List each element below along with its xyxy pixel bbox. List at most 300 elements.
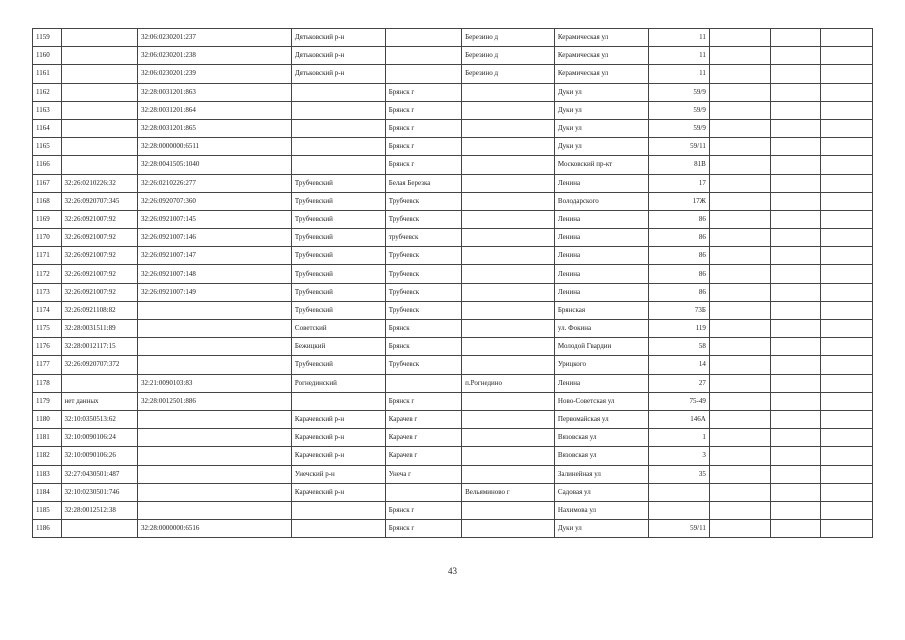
cell-street: Керамическая ул <box>554 47 648 65</box>
cell-settlement: Брянск г <box>385 138 461 156</box>
cell-house-number: 11 <box>648 65 709 83</box>
cell-old-cadastral-number <box>61 101 137 119</box>
cell-extra-col-1 <box>709 156 770 174</box>
cell-extra-col-2 <box>771 265 821 283</box>
cell-house-number: 119 <box>648 320 709 338</box>
cell-extra-col-2 <box>771 210 821 228</box>
cell-house-number <box>648 483 709 501</box>
cell-row-number: 1163 <box>33 101 62 119</box>
cell-row-number: 1168 <box>33 192 62 210</box>
cell-house-number: 35 <box>648 465 709 483</box>
table-row <box>33 356 873 374</box>
cell-house-number: 59/11 <box>648 138 709 156</box>
cell-cadastral-number: 32:21:0090103:83 <box>137 374 291 392</box>
cell-extra-col-2 <box>771 119 821 137</box>
cell-extra-col-3 <box>820 320 872 338</box>
cell-extra-col-3 <box>820 410 872 428</box>
cell-cadastral-number: 32:06:0230201:239 <box>137 65 291 83</box>
cell-house-number: 11 <box>648 47 709 65</box>
table-row <box>33 174 873 192</box>
cell-district: Карачевский р-н <box>291 429 385 447</box>
cell-extra-col-3 <box>820 392 872 410</box>
cell-row-number: 1175 <box>33 320 62 338</box>
cell-extra-col-1 <box>709 338 770 356</box>
cell-cadastral-number <box>137 447 291 465</box>
registry-table-body <box>33 29 873 538</box>
cell-cadastral-number: 32:06:0230201:238 <box>137 47 291 65</box>
cell-settlement: Трубчевск <box>385 356 461 374</box>
table-row <box>33 447 873 465</box>
cell-village <box>462 356 555 374</box>
table-row <box>33 410 873 428</box>
cell-old-cadastral-number: 32:26:0921007:92 <box>61 265 137 283</box>
table-row <box>33 429 873 447</box>
cell-extra-col-2 <box>771 101 821 119</box>
cell-extra-col-3 <box>820 301 872 319</box>
cell-street: Володарского <box>554 192 648 210</box>
table-row <box>33 101 873 119</box>
cell-old-cadastral-number: 32:26:0921007:92 <box>61 283 137 301</box>
table-row <box>33 320 873 338</box>
cell-house-number: 86 <box>648 283 709 301</box>
cell-cadastral-number <box>137 301 291 319</box>
cell-street: Урицкого <box>554 356 648 374</box>
cell-extra-col-1 <box>709 247 770 265</box>
cell-cadastral-number: 32:06:0230201:237 <box>137 29 291 47</box>
cell-district <box>291 119 385 137</box>
cell-district: Трубчевский <box>291 174 385 192</box>
cell-village <box>462 447 555 465</box>
cell-village <box>462 392 555 410</box>
cell-extra-col-1 <box>709 229 770 247</box>
cell-street: Брянская <box>554 301 648 319</box>
cell-village <box>462 520 555 538</box>
cell-cadastral-number <box>137 338 291 356</box>
cell-street: Ленина <box>554 210 648 228</box>
cell-street: Залинейная ул <box>554 465 648 483</box>
cell-extra-col-3 <box>820 501 872 519</box>
cell-extra-col-1 <box>709 83 770 101</box>
cell-street: Керамическая ул <box>554 65 648 83</box>
cell-district <box>291 138 385 156</box>
cell-extra-col-1 <box>709 301 770 319</box>
cell-cadastral-number: 32:26:0920707:360 <box>137 192 291 210</box>
cell-old-cadastral-number <box>61 83 137 101</box>
cell-extra-col-2 <box>771 501 821 519</box>
cell-settlement: Брянск <box>385 320 461 338</box>
cell-row-number: 1159 <box>33 29 62 47</box>
cell-street: Ленина <box>554 229 648 247</box>
cell-row-number: 1171 <box>33 247 62 265</box>
cell-settlement: Брянск г <box>385 156 461 174</box>
cell-settlement <box>385 483 461 501</box>
cell-extra-col-3 <box>820 101 872 119</box>
cell-district: Трубчевский <box>291 283 385 301</box>
cell-house-number: 59/9 <box>648 101 709 119</box>
cell-cadastral-number <box>137 465 291 483</box>
cell-old-cadastral-number: 32:26:0921007:92 <box>61 210 137 228</box>
cell-row-number: 1164 <box>33 119 62 137</box>
cell-extra-col-1 <box>709 465 770 483</box>
table-row <box>33 156 873 174</box>
cell-settlement: Белая Березка <box>385 174 461 192</box>
cell-cadastral-number <box>137 356 291 374</box>
cell-cadastral-number <box>137 483 291 501</box>
cell-extra-col-2 <box>771 374 821 392</box>
cell-old-cadastral-number <box>61 156 137 174</box>
cell-village <box>462 229 555 247</box>
cell-old-cadastral-number: 32:26:0921108:82 <box>61 301 137 319</box>
table-row <box>33 229 873 247</box>
cell-old-cadastral-number: 32:27:0430501:487 <box>61 465 137 483</box>
cell-row-number: 1170 <box>33 229 62 247</box>
cell-old-cadastral-number: 32:26:0921007:92 <box>61 247 137 265</box>
table-row <box>33 483 873 501</box>
cell-extra-col-3 <box>820 29 872 47</box>
cell-extra-col-2 <box>771 410 821 428</box>
cell-row-number: 1178 <box>33 374 62 392</box>
cell-house-number: 59/11 <box>648 520 709 538</box>
cell-district: Трубчевский <box>291 192 385 210</box>
cell-extra-col-3 <box>820 338 872 356</box>
cell-row-number: 1185 <box>33 501 62 519</box>
cell-district: Карачевский р-н <box>291 483 385 501</box>
cell-street: Ленина <box>554 265 648 283</box>
cell-village: Вельяминово г <box>462 483 555 501</box>
cell-old-cadastral-number <box>61 374 137 392</box>
cell-extra-col-2 <box>771 47 821 65</box>
cell-cadastral-number: 32:26:0921007:147 <box>137 247 291 265</box>
cell-house-number: 86 <box>648 210 709 228</box>
cell-old-cadastral-number <box>61 520 137 538</box>
cell-street: Дуки ул <box>554 101 648 119</box>
cell-cadastral-number <box>137 501 291 519</box>
cell-street: Дуки ул <box>554 119 648 137</box>
cell-settlement: Унеча г <box>385 465 461 483</box>
cell-extra-col-2 <box>771 247 821 265</box>
cell-extra-col-2 <box>771 301 821 319</box>
cell-settlement: трубчевск <box>385 229 461 247</box>
cell-street: ул. Фокина <box>554 320 648 338</box>
cell-cadastral-number: 32:26:0921007:146 <box>137 229 291 247</box>
cell-village <box>462 338 555 356</box>
cell-extra-col-1 <box>709 410 770 428</box>
cell-row-number: 1165 <box>33 138 62 156</box>
cell-street: Вязовская ул <box>554 447 648 465</box>
cell-row-number: 1174 <box>33 301 62 319</box>
cell-extra-col-1 <box>709 192 770 210</box>
cell-settlement <box>385 29 461 47</box>
cell-extra-col-1 <box>709 520 770 538</box>
cell-district: Бежицкий <box>291 338 385 356</box>
cell-cadastral-number <box>137 410 291 428</box>
cell-extra-col-2 <box>771 192 821 210</box>
cell-extra-col-1 <box>709 483 770 501</box>
table-row <box>33 301 873 319</box>
cell-extra-col-2 <box>771 156 821 174</box>
cell-extra-col-3 <box>820 520 872 538</box>
cell-cadastral-number: 32:28:0000000:6511 <box>137 138 291 156</box>
cell-old-cadastral-number: 32:26:0210226:32 <box>61 174 137 192</box>
cell-extra-col-3 <box>820 483 872 501</box>
cell-extra-col-1 <box>709 29 770 47</box>
cell-village <box>462 265 555 283</box>
cell-house-number: 58 <box>648 338 709 356</box>
cell-district: Трубчевский <box>291 301 385 319</box>
cell-row-number: 1179 <box>33 392 62 410</box>
cell-row-number: 1186 <box>33 520 62 538</box>
cell-extra-col-1 <box>709 356 770 374</box>
cell-extra-col-3 <box>820 229 872 247</box>
cell-extra-col-1 <box>709 283 770 301</box>
cell-village: п.Рогнедино <box>462 374 555 392</box>
cell-street: Ново-Советская ул <box>554 392 648 410</box>
cell-extra-col-3 <box>820 192 872 210</box>
cell-extra-col-1 <box>709 174 770 192</box>
cell-house-number: 27 <box>648 374 709 392</box>
cell-village <box>462 83 555 101</box>
cell-village <box>462 101 555 119</box>
table-row <box>33 83 873 101</box>
cell-extra-col-2 <box>771 520 821 538</box>
cell-extra-col-3 <box>820 429 872 447</box>
cell-village <box>462 320 555 338</box>
cell-district <box>291 101 385 119</box>
cell-old-cadastral-number <box>61 119 137 137</box>
cell-house-number: 86 <box>648 247 709 265</box>
cell-settlement: Брянск г <box>385 501 461 519</box>
cell-cadastral-number: 32:28:0031201:865 <box>137 119 291 137</box>
cell-settlement: Трубчевск <box>385 301 461 319</box>
cell-old-cadastral-number <box>61 138 137 156</box>
cell-cadastral-number: 32:28:0031201:863 <box>137 83 291 101</box>
cell-cadastral-number: 32:26:0921007:145 <box>137 210 291 228</box>
cell-house-number: 86 <box>648 229 709 247</box>
cell-street: Московский пр-кт <box>554 156 648 174</box>
cell-cadastral-number: 32:28:0012501:886 <box>137 392 291 410</box>
cell-row-number: 1176 <box>33 338 62 356</box>
cell-settlement <box>385 47 461 65</box>
cell-row-number: 1182 <box>33 447 62 465</box>
cell-district <box>291 83 385 101</box>
cell-street: Ленина <box>554 247 648 265</box>
cell-district: Трубчевский <box>291 356 385 374</box>
table-row <box>33 520 873 538</box>
cell-house-number: 75-49 <box>648 392 709 410</box>
cell-extra-col-3 <box>820 47 872 65</box>
table-row <box>33 465 873 483</box>
cell-cadastral-number: 32:28:0000000:6516 <box>137 520 291 538</box>
cell-extra-col-1 <box>709 429 770 447</box>
cell-extra-col-3 <box>820 447 872 465</box>
cell-row-number: 1160 <box>33 47 62 65</box>
cell-extra-col-2 <box>771 356 821 374</box>
cell-district: Дятьковский р-н <box>291 47 385 65</box>
cell-extra-col-2 <box>771 320 821 338</box>
cell-street: Первомайская ул <box>554 410 648 428</box>
cell-village <box>462 501 555 519</box>
cell-extra-col-1 <box>709 101 770 119</box>
cell-district: Дятьковский р-н <box>291 65 385 83</box>
cell-extra-col-1 <box>709 320 770 338</box>
cell-extra-col-1 <box>709 265 770 283</box>
table-row <box>33 65 873 83</box>
table-row <box>33 119 873 137</box>
cell-district <box>291 392 385 410</box>
cell-village <box>462 283 555 301</box>
cell-row-number: 1172 <box>33 265 62 283</box>
cell-old-cadastral-number: 32:10:0230501:746 <box>61 483 137 501</box>
cell-street: Садовая ул <box>554 483 648 501</box>
cell-village <box>462 247 555 265</box>
cell-street: Керамическая ул <box>554 29 648 47</box>
table-row <box>33 247 873 265</box>
cell-district: Трубчевский <box>291 265 385 283</box>
cell-settlement: Трубчевск <box>385 210 461 228</box>
cell-house-number: 59/9 <box>648 83 709 101</box>
cell-district: Трубчевский <box>291 210 385 228</box>
cell-old-cadastral-number: 32:26:0921007:92 <box>61 229 137 247</box>
cell-extra-col-1 <box>709 392 770 410</box>
cell-cadastral-number: 32:28:0041505:1040 <box>137 156 291 174</box>
cell-village <box>462 429 555 447</box>
cell-cadastral-number: 32:26:0921007:149 <box>137 283 291 301</box>
cell-extra-col-2 <box>771 29 821 47</box>
table-row <box>33 47 873 65</box>
table-row <box>33 210 873 228</box>
cell-settlement: Трубчевск <box>385 265 461 283</box>
cell-row-number: 1166 <box>33 156 62 174</box>
cell-district: Советский <box>291 320 385 338</box>
cell-settlement: Брянск г <box>385 520 461 538</box>
cell-old-cadastral-number: нет данных <box>61 392 137 410</box>
table-row <box>33 501 873 519</box>
cell-village <box>462 119 555 137</box>
cell-street: Дуки ул <box>554 138 648 156</box>
cell-district <box>291 520 385 538</box>
cell-street: Вязовская ул <box>554 429 648 447</box>
cell-extra-col-2 <box>771 338 821 356</box>
cell-house-number: 14 <box>648 356 709 374</box>
table-row <box>33 265 873 283</box>
cell-village: Березино д <box>462 65 555 83</box>
cell-old-cadastral-number: 32:28:0012117:15 <box>61 338 137 356</box>
cell-old-cadastral-number: 32:26:0920707:372 <box>61 356 137 374</box>
cell-district: Дятьковский р-н <box>291 29 385 47</box>
cell-extra-col-1 <box>709 447 770 465</box>
table-row <box>33 138 873 156</box>
cell-extra-col-1 <box>709 65 770 83</box>
cell-settlement: Карачев г <box>385 447 461 465</box>
cell-settlement: Брянск г <box>385 83 461 101</box>
cell-street: Ленина <box>554 283 648 301</box>
cell-extra-col-3 <box>820 265 872 283</box>
cell-house-number: 17Ж <box>648 192 709 210</box>
cell-district: Унечский р-н <box>291 465 385 483</box>
cell-extra-col-1 <box>709 138 770 156</box>
cell-district: Карачевский р-н <box>291 447 385 465</box>
cell-village <box>462 156 555 174</box>
cell-settlement: Трубчевск <box>385 247 461 265</box>
cell-cadastral-number: 32:26:0921007:148 <box>137 265 291 283</box>
cell-cadastral-number: 32:26:0210226:277 <box>137 174 291 192</box>
cell-settlement: Трубчевск <box>385 192 461 210</box>
table-row <box>33 192 873 210</box>
cell-village: Березино д <box>462 29 555 47</box>
cell-extra-col-2 <box>771 429 821 447</box>
cell-settlement <box>385 374 461 392</box>
cell-extra-col-3 <box>820 174 872 192</box>
table-row <box>33 29 873 47</box>
cell-extra-col-1 <box>709 210 770 228</box>
cell-extra-col-3 <box>820 83 872 101</box>
cell-extra-col-1 <box>709 501 770 519</box>
cell-row-number: 1173 <box>33 283 62 301</box>
cell-house-number: 86 <box>648 265 709 283</box>
cell-extra-col-2 <box>771 483 821 501</box>
cell-row-number: 1181 <box>33 429 62 447</box>
cell-extra-col-1 <box>709 47 770 65</box>
cell-cadastral-number <box>137 429 291 447</box>
cell-street: Ленина <box>554 174 648 192</box>
cell-settlement: Брянск <box>385 338 461 356</box>
cell-extra-col-3 <box>820 465 872 483</box>
cell-village: Березино д <box>462 47 555 65</box>
cell-extra-col-2 <box>771 447 821 465</box>
cell-extra-col-3 <box>820 356 872 374</box>
cell-row-number: 1161 <box>33 65 62 83</box>
cell-house-number: 146А <box>648 410 709 428</box>
cell-extra-col-3 <box>820 65 872 83</box>
cell-district: Трубчевский <box>291 247 385 265</box>
cell-old-cadastral-number <box>61 29 137 47</box>
cell-extra-col-1 <box>709 119 770 137</box>
table-row <box>33 392 873 410</box>
cell-old-cadastral-number: 32:10:0090106:26 <box>61 447 137 465</box>
cell-row-number: 1184 <box>33 483 62 501</box>
cell-district <box>291 501 385 519</box>
cell-settlement: Карачев г <box>385 429 461 447</box>
cell-old-cadastral-number: 32:28:0031511:89 <box>61 320 137 338</box>
cell-row-number: 1183 <box>33 465 62 483</box>
cell-cadastral-number: 32:28:0031201:864 <box>137 101 291 119</box>
cell-extra-col-3 <box>820 283 872 301</box>
cell-house-number: 59/9 <box>648 119 709 137</box>
cell-row-number: 1167 <box>33 174 62 192</box>
cell-extra-col-2 <box>771 392 821 410</box>
cell-settlement <box>385 65 461 83</box>
cell-extra-col-3 <box>820 138 872 156</box>
cell-district: Рогнединский <box>291 374 385 392</box>
cell-old-cadastral-number: 32:28:0012512:38 <box>61 501 137 519</box>
table-row <box>33 374 873 392</box>
cell-district <box>291 156 385 174</box>
cell-settlement: Трубчевск <box>385 283 461 301</box>
cell-village <box>462 301 555 319</box>
table-row <box>33 338 873 356</box>
page-number: 43 <box>448 566 457 576</box>
cell-settlement: Брянск г <box>385 119 461 137</box>
cell-village <box>462 210 555 228</box>
cell-extra-col-2 <box>771 283 821 301</box>
cell-settlement: Брянск г <box>385 101 461 119</box>
cell-street: Дуки ул <box>554 520 648 538</box>
cell-house-number: 11 <box>648 29 709 47</box>
cell-district: Трубчевский <box>291 229 385 247</box>
cell-house-number: 73Б <box>648 301 709 319</box>
cell-extra-col-2 <box>771 65 821 83</box>
cell-old-cadastral-number: 32:10:0350513:62 <box>61 410 137 428</box>
